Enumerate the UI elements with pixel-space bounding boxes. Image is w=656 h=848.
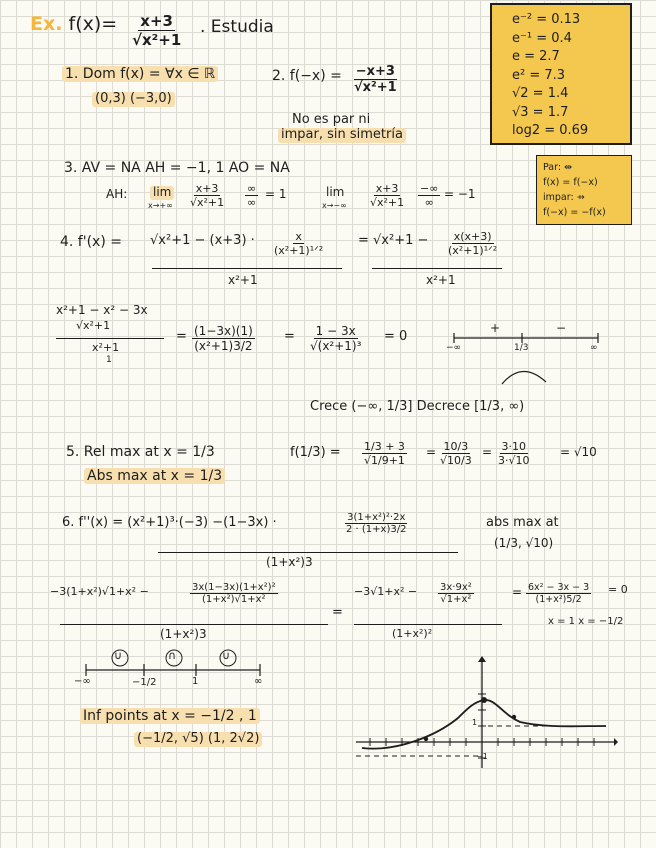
- step6-row2b-inner-den: √1+x²: [440, 594, 472, 605]
- step2-note-2: impar, sin simetría: [278, 128, 406, 143]
- step6-row2c-num: 6x² − 3x − 3: [528, 582, 590, 593]
- limit-2-sub: x→−∞: [322, 201, 347, 210]
- constant-line: √2 = 1.4: [512, 86, 569, 101]
- limit-1-num: x+3: [195, 182, 219, 195]
- step6-inner-num: 3(1+x²)²·2x: [347, 512, 406, 523]
- equals-sign-5: =: [332, 605, 343, 620]
- graph-y-label-1: 1: [472, 718, 478, 727]
- constant-line: e⁻² = 0.13: [512, 12, 581, 27]
- limit-2-fraction: [368, 182, 406, 209]
- derivative-tick-third: 1/3: [514, 343, 529, 353]
- step6-row2c-value: = 0: [608, 583, 628, 596]
- exercise-label: Ex.: [30, 13, 63, 35]
- step6-row2c-fraction: [526, 582, 591, 605]
- limit-2-value: = −1: [444, 187, 476, 201]
- parity-list: [543, 160, 606, 220]
- step2-fraction: [352, 64, 399, 95]
- step6-row2c-den: (1+x²)5/2: [535, 594, 582, 605]
- step4-eq2-den: √(x²+1)³: [310, 339, 362, 353]
- step6-row2-inner-den: (1+x²)√1+x²: [202, 594, 266, 605]
- step3-asymptotes: 3. AV = NA AH = −1, 1 AO = NA: [64, 160, 290, 176]
- step4-big-denominator: x²+1: [92, 341, 120, 354]
- max-point: [481, 697, 487, 703]
- function-fraction: [130, 12, 183, 49]
- step4-inner-fraction-b: [446, 230, 499, 257]
- step4-eq2-value: = 0: [384, 329, 408, 344]
- step6-inner-den: 2 · (1+x)3/2: [346, 524, 407, 535]
- step2-label: 2. f(−x) =: [272, 68, 342, 84]
- constant-line: e = 2.7: [512, 49, 560, 64]
- concavity-tick-neg-inf: −∞: [74, 676, 91, 687]
- step5-fraction-2: [438, 440, 474, 467]
- step4-inner-num-b: x(x+3): [453, 230, 492, 243]
- step4-eq2-fraction: [308, 324, 363, 353]
- step1-domain: 1. Dom f(x) = ∀x ∈ ℝ: [62, 66, 218, 82]
- step6-denominator: (1+x²)3: [266, 555, 313, 569]
- limit-1-sub: x→+∞: [148, 201, 173, 210]
- step5-fraction-3: [496, 440, 532, 467]
- step5-den-2: √10/3: [440, 454, 472, 467]
- parity-line: f(x) = f(−x): [543, 177, 598, 188]
- inflection-coords: (−1/2, √5) (1, 2√2): [134, 732, 262, 747]
- function-numerator: x+3: [140, 12, 173, 30]
- equals-sign-2: =: [284, 329, 295, 344]
- limit-1-value: = 1: [265, 187, 287, 201]
- derivative-sign-plus: +: [490, 321, 501, 335]
- step6-fraction-bar: [158, 552, 458, 553]
- concavity-tick-neg-half: −1/2: [132, 677, 157, 688]
- x-axis-arrow: [614, 738, 618, 746]
- parity-line: f(−x) = −f(x): [543, 207, 606, 218]
- limit-1-res-num: ∞: [247, 182, 257, 195]
- parity-line: impar: ⇸: [543, 192, 585, 203]
- step4-inner-den-b: (x²+1)¹ᐟ²: [448, 244, 498, 257]
- step6-row2b-inner-num: 3x·9x²: [440, 582, 472, 593]
- step4-numerator-b: = √x²+1 −: [358, 233, 429, 248]
- step6-row2-inner-fraction: [190, 582, 278, 605]
- step4-big-numerator: x²+1 − x² − 3x: [56, 303, 148, 317]
- function-prefix: f(x)=: [68, 13, 118, 35]
- step5-f-eval: f(1/3) =: [290, 445, 341, 460]
- limit-1-fraction: [188, 182, 226, 209]
- step4-label: 4. f'(x) =: [60, 234, 122, 250]
- step5-relative-max: 5. Rel max at x = 1/3: [66, 444, 215, 460]
- exercise-instruction: . Estudia: [200, 17, 274, 37]
- monotonic-intervals: Crece (−∞, 1/3] Decrece [1/3, ∞): [310, 399, 525, 414]
- step5-num-3: 3·10: [501, 440, 526, 453]
- step6-row2b-denominator: (1+x²)²: [392, 627, 433, 640]
- step6-abs-max-2: (1/3, √10): [494, 536, 554, 550]
- step4-eq1-fraction: [192, 324, 255, 353]
- step4-eq1-num: (1−3x)(1): [194, 324, 253, 338]
- step5-num-1: 1/3 + 3: [364, 440, 405, 453]
- limit-2-den: √x²+1: [370, 196, 405, 209]
- step2-numerator: −x+3: [355, 64, 395, 79]
- function-curve: [362, 700, 606, 749]
- constants-list: [512, 11, 588, 141]
- step6-row2-denominator: (1+x²)3: [160, 627, 207, 641]
- step4-denominator-b: x²+1: [426, 273, 456, 287]
- y-axis-arrow: [478, 656, 486, 662]
- step4-inner-den-a: (x²+1)¹ᐟ²: [274, 244, 324, 257]
- step5-num-2: 10/3: [443, 440, 469, 453]
- step1-intercepts: (0,3) (−3,0): [92, 92, 175, 107]
- derivative-tick-neg-inf: −∞: [446, 343, 462, 353]
- step6-label: 6. f''(x) = (x²+1)³·(−3) −(1−3x) ·: [62, 515, 277, 530]
- limit-1-result: [245, 182, 258, 209]
- step2-note-1: No es par ni: [292, 112, 371, 127]
- step6-row2b-numerator: −3√1+x² −: [354, 585, 418, 598]
- constant-line: √3 = 1.7: [512, 104, 569, 120]
- limit-1-word: lim: [150, 186, 174, 200]
- inflection-point-2: [512, 715, 516, 719]
- concavity-sign-3: ∪: [222, 649, 231, 662]
- equals-sign-4: =: [482, 445, 493, 459]
- step4-denominator-a: x²+1: [228, 273, 258, 287]
- step4-big-numerator-sub: √x²+1: [76, 319, 111, 332]
- constant-line: e² = 7.3: [512, 67, 566, 83]
- step6-row2-bar: [60, 624, 328, 625]
- limit-1-res-den: ∞: [247, 196, 257, 209]
- equals-sign: =: [176, 329, 187, 344]
- step2-denominator: √x²+1: [354, 80, 397, 95]
- concavity-tick-inf: ∞: [254, 676, 263, 687]
- limit-1-den: √x²+1: [190, 196, 225, 209]
- step5-den-1: √1/9+1: [364, 454, 405, 467]
- constants-box: [490, 3, 632, 145]
- concavity-sign-1: ∪: [114, 649, 123, 662]
- concavity-tick-one: 1: [192, 676, 199, 687]
- limit-2-result: [418, 182, 440, 209]
- function-denominator: √x²+1: [132, 31, 182, 49]
- concavity-sign-2: ∩: [168, 649, 177, 662]
- step4-eq1-den: (x²+1)3/2: [194, 339, 253, 353]
- parity-line: Par: ⇹: [543, 162, 573, 173]
- step4-fraction-bar-a: [152, 268, 342, 269]
- limit-2-num: x+3: [375, 182, 399, 195]
- step5-fraction-1: [362, 440, 407, 467]
- equals-sign-6: =: [512, 585, 523, 599]
- equals-sign-3: =: [426, 445, 437, 459]
- constant-line: log2 = 0.69: [512, 123, 589, 138]
- step6-row2-numerator: −3(1+x²)√1+x² −: [50, 585, 149, 598]
- step5-result: = √10: [560, 445, 597, 459]
- step3-ah-label: AH:: [106, 187, 128, 201]
- step6-roots: x = 1 x = −1/2: [548, 616, 624, 627]
- step4-inner-num-a: x: [295, 230, 302, 243]
- graph-y-label-minus-1: −1: [476, 752, 488, 761]
- step4-big-fraction-bar: [56, 338, 164, 339]
- step6-row2b-bar: [354, 624, 502, 625]
- inflection-points: Inf points at x = −1/2 , 1: [80, 708, 260, 724]
- limit-2-res-num: −∞: [420, 182, 439, 195]
- step4-fraction-bar-b: [372, 268, 502, 269]
- limit-2-word: lim: [326, 185, 345, 199]
- exercise-title: [30, 14, 117, 36]
- step4-numerator-a: √x²+1 − (x+3) ·: [150, 233, 255, 248]
- step4-eq2-num: 1 − 3x: [315, 324, 356, 338]
- step5-absolute-max: Abs max at x = 1/3: [84, 468, 225, 484]
- step6-inner-fraction: [344, 512, 408, 535]
- parity-box: [536, 155, 632, 225]
- step6-row2b-inner-fraction: [438, 582, 474, 605]
- limit-2-res-den: ∞: [424, 196, 434, 209]
- derivative-sign-minus: −: [556, 321, 567, 335]
- inflection-point-1: [424, 737, 428, 741]
- step4-inner-fraction-a: [272, 230, 325, 257]
- step6-row2-inner-num: 3x(1−3x)(1+x²)²: [192, 582, 276, 593]
- constant-line: e⁻¹ = 0.4: [512, 30, 572, 46]
- derivative-tick-inf: ∞: [590, 343, 598, 353]
- step4-big-denominator-sub: 1: [106, 355, 112, 365]
- step6-abs-max-1: abs max at: [486, 515, 559, 530]
- step5-den-3: 3·√10: [498, 454, 530, 467]
